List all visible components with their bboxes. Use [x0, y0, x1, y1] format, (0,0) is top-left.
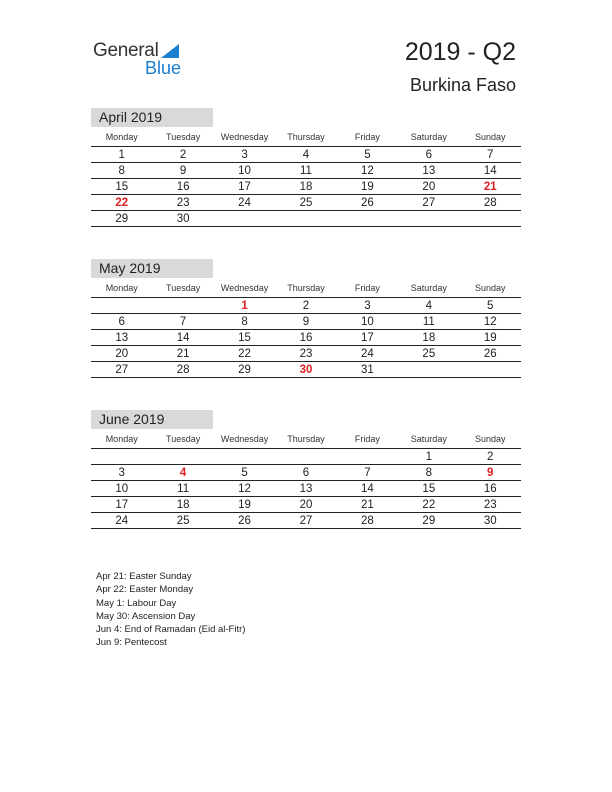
- month-may: [91, 259, 521, 378]
- week-row: [91, 346, 521, 362]
- day-cell: 21: [361, 499, 374, 511]
- weekday-label: Wednesday: [220, 132, 269, 142]
- day-cell: 17: [238, 181, 251, 193]
- day-cell: [275, 449, 336, 464]
- week-row: [91, 179, 521, 195]
- day-cell: 19: [483, 332, 497, 344]
- day-cell: 29: [238, 364, 251, 376]
- day-cell: 12: [238, 483, 251, 495]
- weekday-label: Thursday: [287, 283, 325, 293]
- day-cell: 17: [115, 499, 129, 511]
- day-cell: 15: [115, 181, 129, 193]
- week-row: [91, 465, 521, 481]
- day-cell: 28: [176, 364, 190, 376]
- holiday-day-cell: 22: [115, 197, 129, 209]
- day-cell: 13: [115, 332, 129, 344]
- day-cell: 3: [364, 300, 371, 312]
- week-row: [91, 497, 521, 513]
- weekday-label: Wednesday: [220, 434, 269, 444]
- week-row: [91, 449, 521, 465]
- day-cell: 29: [115, 213, 129, 225]
- day-cell: 8: [425, 467, 433, 479]
- day-cell: 2: [179, 149, 187, 161]
- weekday-label: Thursday: [287, 434, 325, 444]
- month-april: [91, 108, 521, 227]
- day-cell: 3: [241, 149, 248, 161]
- weekday-label: Saturday: [410, 132, 447, 142]
- day-cell: 26: [238, 515, 251, 527]
- holiday-day-cell: 1: [241, 300, 248, 312]
- week-row: [91, 163, 521, 179]
- week-row: [91, 362, 521, 378]
- week-row: [91, 147, 521, 163]
- day-cell: 16: [176, 181, 190, 193]
- holiday-day-cell: 30: [299, 364, 313, 376]
- day-cell: 13: [299, 483, 313, 495]
- day-cell: 23: [299, 348, 313, 360]
- day-cell: 25: [299, 197, 313, 209]
- day-cell: 24: [238, 197, 251, 209]
- day-cell: 25: [176, 515, 190, 527]
- week-row: [91, 330, 521, 346]
- day-cell: 1: [425, 451, 433, 463]
- day-cell: 8: [241, 316, 248, 328]
- weekday-header-row: [91, 132, 521, 146]
- day-cell: [214, 449, 275, 464]
- day-cell: 29: [422, 515, 436, 527]
- day-cell: 7: [487, 149, 494, 161]
- day-cell: 4: [425, 300, 433, 312]
- holiday-note: Jun 4: End of Ramadan (Eid al-Fitr): [96, 624, 246, 636]
- day-cell: 1: [118, 149, 125, 161]
- week-row: [91, 314, 521, 330]
- page-title: 2019 - Q2: [404, 38, 516, 66]
- day-cell: 20: [422, 181, 436, 193]
- holiday-note: May 1: Labour Day: [96, 597, 177, 609]
- day-cell: [398, 362, 459, 377]
- day-cell: 4: [302, 149, 310, 161]
- weekday-label: Wednesday: [220, 283, 269, 293]
- holiday-note: May 30: Ascension Day: [96, 610, 196, 622]
- holiday-notes: [96, 570, 245, 650]
- generalblue-logo: [93, 40, 203, 80]
- day-cell: 19: [238, 499, 251, 511]
- holiday-note: Apr 21: Easter Sunday: [96, 571, 192, 582]
- day-cell: 13: [422, 165, 436, 177]
- month-june: [91, 410, 521, 529]
- week-row: [91, 211, 521, 227]
- day-cell: 22: [238, 348, 251, 360]
- day-cell: 30: [176, 213, 190, 225]
- week-row: [91, 513, 521, 529]
- weekday-label: Sunday: [474, 434, 506, 444]
- day-cell: 19: [361, 181, 374, 193]
- day-cell: 7: [179, 316, 187, 328]
- day-cell: 23: [483, 499, 497, 511]
- weekday-label: Monday: [105, 132, 138, 142]
- week-row: [91, 481, 521, 497]
- logo-triangle-icon: [161, 44, 179, 58]
- week-row: [91, 195, 521, 211]
- weekday-label: Saturday: [410, 283, 447, 293]
- holiday-day-cell: 4: [179, 467, 187, 479]
- day-cell: [152, 298, 213, 313]
- day-cell: [152, 449, 213, 464]
- day-cell: 24: [115, 515, 129, 527]
- day-cell: 5: [241, 467, 248, 479]
- holiday-day-cell: 9: [487, 467, 494, 479]
- day-cell: [398, 211, 459, 226]
- day-cell: 14: [361, 483, 374, 495]
- weekday-header-row: [91, 434, 521, 448]
- day-cell: 31: [361, 364, 374, 376]
- week-row: [91, 298, 521, 314]
- weekday-header-row: [91, 283, 521, 297]
- day-cell: [337, 449, 398, 464]
- day-cell: [337, 211, 398, 226]
- day-cell: [91, 298, 152, 313]
- day-cell: 10: [115, 483, 129, 495]
- day-cell: [460, 362, 521, 377]
- day-cell: 3: [118, 467, 125, 479]
- weekday-label: Saturday: [410, 434, 447, 444]
- month-title: April 2019: [91, 108, 213, 127]
- day-cell: 26: [483, 348, 497, 360]
- day-cell: 7: [364, 467, 371, 479]
- weekday-label: Sunday: [474, 283, 506, 293]
- day-cell: [460, 211, 521, 226]
- day-cell: 25: [422, 348, 436, 360]
- day-cell: 16: [299, 332, 313, 344]
- day-cell: [275, 211, 336, 226]
- weekday-label: Friday: [354, 434, 380, 444]
- day-cell: 9: [179, 165, 187, 177]
- weeks-grid: [91, 146, 521, 227]
- day-cell: 27: [299, 515, 313, 527]
- day-cell: 10: [361, 316, 374, 328]
- day-cell: 2: [302, 300, 310, 312]
- day-cell: 15: [422, 483, 436, 495]
- day-cell: 28: [361, 515, 374, 527]
- weekday-label: Sunday: [474, 132, 506, 142]
- day-cell: 6: [118, 316, 125, 328]
- day-cell: 14: [176, 332, 190, 344]
- month-title: June 2019: [91, 410, 213, 429]
- day-cell: 5: [364, 149, 371, 161]
- day-cell: 16: [483, 483, 497, 495]
- weekday-label: Monday: [105, 283, 138, 293]
- day-cell: 24: [361, 348, 374, 360]
- weekday-label: Friday: [354, 283, 380, 293]
- month-title: May 2019: [91, 259, 213, 278]
- holiday-note: Apr 22: Easter Monday: [96, 584, 194, 596]
- weekday-label: Tuesday: [166, 283, 201, 293]
- day-cell: 23: [176, 197, 190, 209]
- day-cell: 18: [422, 332, 436, 344]
- day-cell: 12: [483, 316, 497, 328]
- day-cell: 27: [115, 364, 129, 376]
- day-cell: 10: [238, 165, 251, 177]
- day-cell: 11: [177, 483, 190, 495]
- logo-word-blue: Blue: [145, 58, 182, 78]
- day-cell: 5: [487, 300, 494, 312]
- weekday-label: Monday: [105, 434, 138, 444]
- weekday-label: Tuesday: [166, 132, 201, 142]
- weeks-grid: [91, 448, 521, 529]
- day-cell: 22: [422, 499, 436, 511]
- day-cell: 11: [422, 316, 435, 328]
- day-cell: 17: [361, 332, 374, 344]
- day-cell: [91, 449, 152, 464]
- day-cell: 26: [361, 197, 374, 209]
- day-cell: 27: [422, 197, 436, 209]
- logo-word-general: General: [93, 40, 159, 61]
- day-cell: 11: [300, 165, 312, 177]
- day-cell: 14: [483, 165, 497, 177]
- day-cell: 20: [299, 499, 313, 511]
- country-name: Burkina Faso: [409, 75, 516, 95]
- day-cell: 2: [487, 451, 494, 463]
- day-cell: 6: [302, 467, 310, 479]
- day-cell: 9: [302, 316, 310, 328]
- weekday-label: Friday: [354, 132, 380, 142]
- day-cell: 18: [176, 499, 190, 511]
- day-cell: 21: [176, 348, 190, 360]
- day-cell: 8: [118, 165, 125, 177]
- weekday-label: Thursday: [287, 132, 325, 142]
- holiday-day-cell: 21: [483, 181, 497, 193]
- weeks-grid: [91, 297, 521, 378]
- weekday-label: Tuesday: [166, 434, 201, 444]
- day-cell: 18: [299, 181, 313, 193]
- day-cell: 28: [483, 197, 497, 209]
- day-cell: 30: [483, 515, 497, 527]
- day-cell: 20: [115, 348, 129, 360]
- day-cell: 6: [425, 149, 433, 161]
- day-cell: [214, 211, 275, 226]
- day-cell: 12: [361, 165, 374, 177]
- day-cell: 15: [238, 332, 251, 344]
- holiday-note: Jun 9: Pentecost: [96, 637, 167, 649]
